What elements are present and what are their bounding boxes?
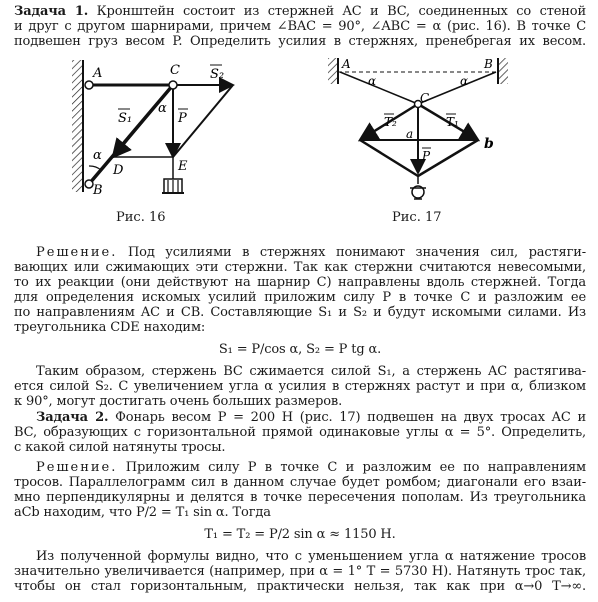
solution1-line-2: вающих или сжимающих эти стержни. Так как стержни считаются невесомыми, (14, 260, 586, 275)
cable-ac (340, 72, 418, 104)
wall-left (328, 58, 338, 84)
task2-line-1: Задача 2. Фонарь весом P = 200 Н (рис. 17) подвешен на двух тросах AC и (36, 410, 586, 425)
figure-17-caption: Рис. 17 (392, 210, 442, 225)
label-c-17: C (420, 91, 430, 105)
task1-line-1: Задача 1. Кронштейн состоит из стержней AC и BC, соединенных со стеной (14, 4, 586, 19)
task2-title: Задача 2. (36, 410, 109, 425)
solution2-line-2: тросов. Параллелограмм сил в данном случае будет ромбом; диагонали его взаи- (14, 475, 586, 490)
solution2-heading: Решение. (36, 460, 118, 475)
label-t2: T₂ (384, 115, 397, 129)
task2-line-2: BC, образующих с горизонтальной прямой одинаковые углы α = 5°. Определить, (14, 425, 586, 440)
label-a-lower: a (406, 127, 414, 141)
solution1-line-1: Решение. Под усилиями в стержнях понимают значения сил, растяги- (36, 245, 586, 260)
label-t1: T₁ (446, 115, 459, 129)
formula-1: S₁ = P/cos α, S₂ = P tg α. (218, 342, 382, 357)
solution1-line-5: по направлениям AC и CB. Составляющие S₁ и S₂ и будут искомыми силами. Из (14, 305, 586, 320)
task1-title: Задача 1. (14, 4, 89, 19)
label-s1: S₁ (118, 111, 133, 126)
label-alpha-right: α (460, 74, 469, 88)
label-b-17: B (484, 57, 493, 71)
solution1-line-6: треугольника CDE находим: (14, 320, 206, 335)
wall (72, 60, 82, 192)
solution1-line-4: для определения искомых усилий приложим силу P в точке C и разложим ее (14, 290, 586, 305)
figure-17 (320, 52, 520, 212)
cable-bc (418, 72, 496, 104)
label-p: P (178, 111, 187, 126)
solution1-line-8: ется силой S₂. С увеличением угла α усилия в стержнях растут и при α, близком (14, 379, 586, 394)
label-s2: S₂ (210, 67, 225, 82)
label-a: A (93, 66, 103, 81)
label-alpha-c: α (158, 101, 167, 116)
solution2-line-6: значительно увеличивается (например, при α = 1° T = 5730 Н). Натянуть трос так, (14, 564, 586, 579)
hinge-c (169, 81, 177, 89)
task2-line-3: с какой силой натянуты тросы. (14, 440, 226, 455)
label-alpha-b: α (93, 148, 102, 163)
formula-2: T₁ = T₂ = P/2 sin α ≈ 1150 Н. (204, 527, 396, 542)
figure-16 (60, 52, 260, 214)
figure-16-caption: Рис. 16 (116, 210, 166, 225)
solution2-line-5: Из полученной формулы видно, что с уменьшением угла α натяжение тросов (36, 549, 586, 564)
solution2-line-1: Решение. Приложим силу P в точке C и разложим ее по направлениям (36, 460, 587, 475)
solution1-heading: Решение. (36, 245, 118, 260)
label-d: D (113, 163, 124, 178)
hinge-a (85, 81, 93, 89)
solution2-line-4: aCb находим, что P/2 = T₁ sin α. Тогда (14, 505, 271, 520)
solution2-line-3: мно перпендикулярны и делятся в точке пересечения пополам. Из треугольника (14, 490, 586, 505)
solution2-line-7: чтобы он стал горизонтальным, практически нельзя, так как при α→0 T→∞. (14, 579, 586, 594)
label-b-lower: b (484, 136, 494, 152)
label-a-17: A (342, 57, 351, 71)
solution1-line-7: Таким образом, стержень BC сжимается силой S₁, а стержень AC растягива- (36, 364, 586, 379)
label-p-17: P (422, 149, 431, 163)
hinge-b (85, 180, 93, 188)
solution1-line-3: то их реакции (они действуют на шарнир C) направлены вдоль стержней. Тогда (14, 275, 586, 290)
label-c: C (170, 63, 180, 78)
task1-line-2: и друг с другом шарнирами, причем ∠BAC = 90°, ∠ABC = α (рис. 16). В точке C (14, 19, 586, 34)
label-b: B (93, 183, 103, 198)
label-e: E (178, 159, 188, 174)
solution1-line-9: к 90°, могут достигать очень больших размеров. (14, 394, 343, 409)
wall-right (498, 58, 508, 84)
label-alpha-left: α (368, 74, 377, 88)
task1-line-3: подвешен груз весом P. Определить усилия в стержнях, пренебрегая их весом. (14, 34, 586, 49)
